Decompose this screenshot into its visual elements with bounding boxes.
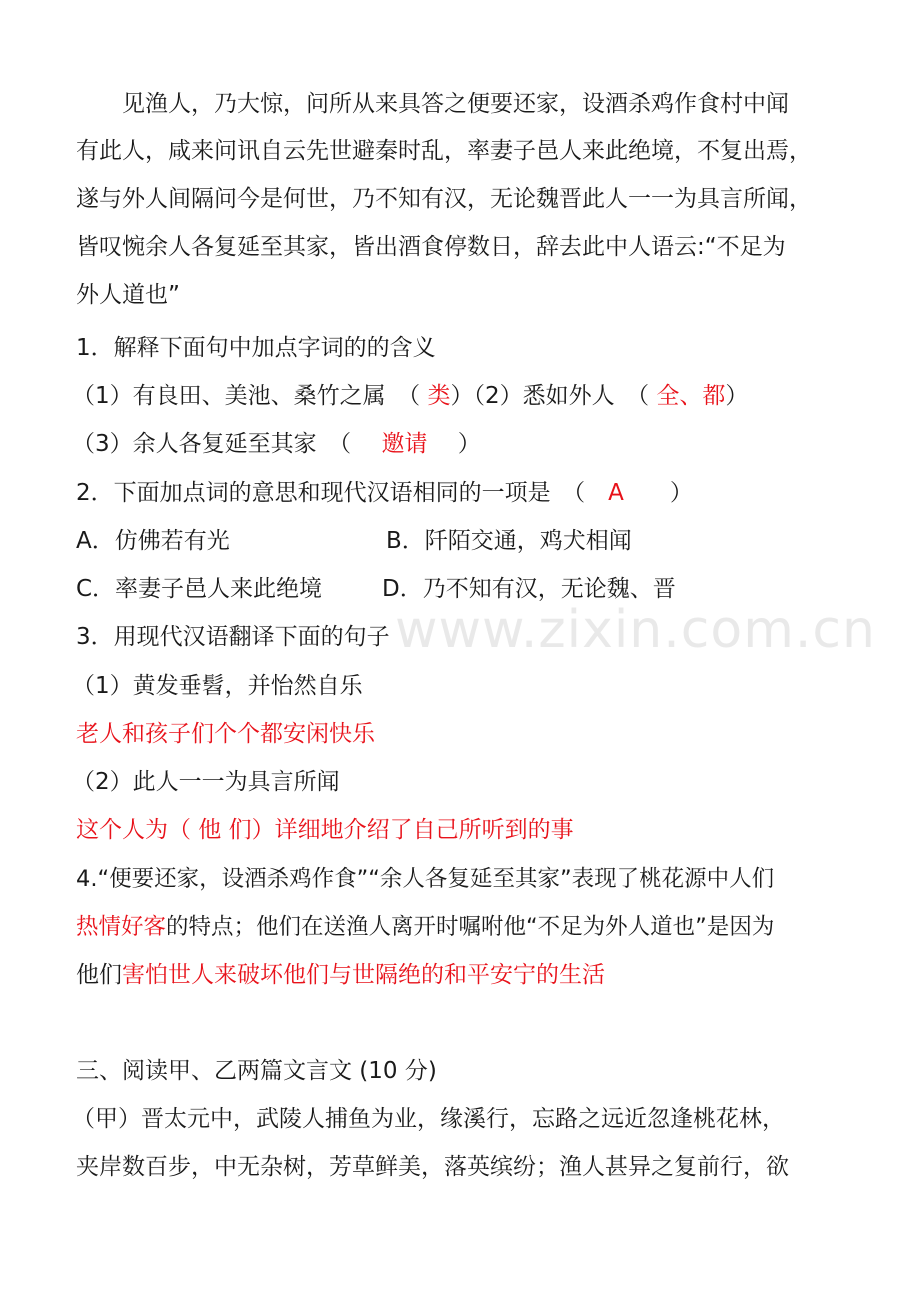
- q2-option-a: A．仿佛若有光: [76, 528, 230, 554]
- q1-item-3: [72, 428, 842, 460]
- passage-line-1: 见渔人，乃大惊，问所从来具答之便要还家，设酒杀鸡作食村中闻: [122, 91, 789, 117]
- q2-option-b: B．阡陌交通，鸡犬相闻: [386, 528, 632, 554]
- q1-title: 1．解释下面句中加点字词的的含义: [76, 335, 436, 361]
- q1-item1-text: （1）有良田、美池、桑竹之属 （: [72, 383, 428, 409]
- q1-item2-answer: 全、都: [656, 383, 726, 409]
- section-3-line-1: （甲）晋太元中，武陵人捕鱼为业，缘溪行，忘路之远近忽逢桃花林，: [72, 1106, 785, 1132]
- watermark: www.zixin.com.cn: [395, 600, 876, 660]
- section-3-title: 三、阅读甲、乙两篇文言文 (10 分): [76, 1058, 437, 1084]
- q1-item3-text: （3）余人各复延至其家 （: [72, 431, 382, 457]
- q2-option-d: D．乃不知有汉，无论魏、晋: [382, 576, 676, 602]
- q2-options-cd: [76, 573, 846, 605]
- passage-line-2: 有此人，咸来问讯自云先世避秦时乱，率妻子邑人来此绝境，不复出焉，: [76, 138, 812, 164]
- q3-sentence-2-answer: 这个人为（ 他 们）详细地介绍了自己所听到的事: [76, 817, 574, 843]
- q3-sentence-2: （2）此人一一为具言所闻: [72, 769, 340, 795]
- section-3-line-2: 夹岸数百步，中无杂树，芳草鲜美，落英缤纷；渔人甚异之复前行，欲: [76, 1154, 789, 1180]
- q4-line-1: 4.“便要还家，设酒杀鸡作食”“余人各复延至其家”表现了桃花源中人们: [76, 866, 775, 892]
- q2-options-ab: [76, 525, 846, 557]
- passage-line-3: 遂与外人间隔问今是何世，乃不知有汉，无论魏晋此人一一为具言所闻，: [76, 186, 812, 212]
- q1-item-1-2: [72, 380, 842, 412]
- q1-item3-close: ）: [427, 431, 481, 457]
- q1-item3-answer: 邀请: [381, 431, 428, 457]
- q4-line-2: [76, 911, 846, 943]
- q4-answer-1: 热情好客: [76, 914, 167, 940]
- q3-title: 3．用现代汉语翻译下面的句子: [76, 624, 390, 650]
- q3-sentence-1: （1）黄发垂髫，并怡然自乐: [72, 673, 363, 699]
- q4-line-2-text: 的特点；他们在送渔人离开时嘱咐他“不足为外人道也”是因为: [166, 914, 775, 940]
- q1-item2-text: ）（2）悉如外人 （: [450, 383, 657, 409]
- q3-sentence-1-answer: 老人和孩子们个个都安闲快乐: [76, 721, 375, 747]
- q2-title-text: 2．下面加点词的意思和现代汉语相同的一项是 （: [76, 480, 609, 506]
- passage-line-5: 外人道也”: [76, 282, 180, 308]
- q2-title: [76, 477, 846, 509]
- q2-title-close: ）: [623, 480, 693, 506]
- q4-line-3-text: 他们: [76, 962, 122, 988]
- q4-answer-2: 害怕世人来破坏他们与世隔绝的和平安宁的生活: [122, 962, 605, 988]
- q4-line-3: [76, 959, 846, 991]
- q2-answer: A: [608, 480, 624, 506]
- q2-option-c: C．率妻子邑人来此绝境: [76, 576, 323, 602]
- q1-item2-close: ）: [725, 383, 749, 409]
- q1-item1-answer: 类: [427, 383, 451, 409]
- passage-line-4: 皆叹惋余人各复延至其家，皆出酒食停数日，辞去此中人语云:“不足为: [76, 234, 786, 260]
